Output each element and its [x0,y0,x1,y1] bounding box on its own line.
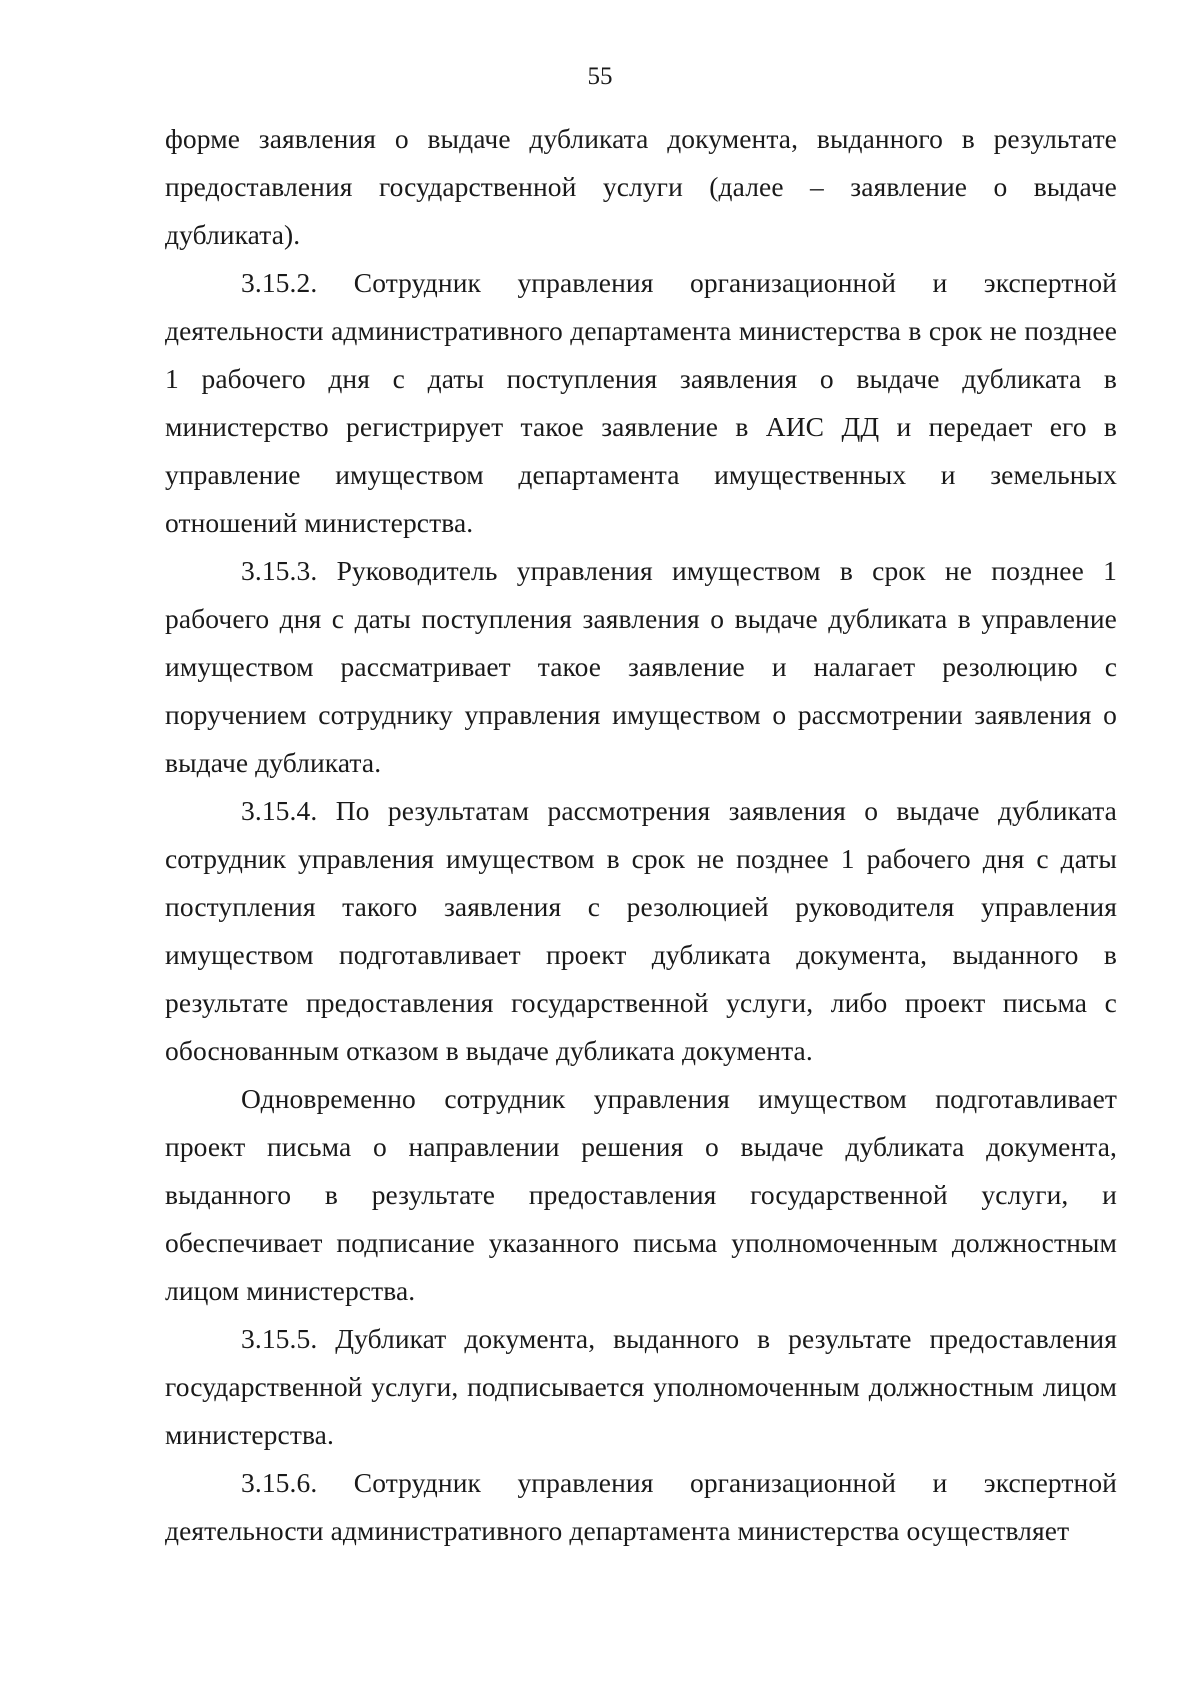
paragraph-3-15-3: 3.15.3. Руководитель управления имуществом в срок не позднее 1 рабочего дня с даты поступления заявления о выдаче дубликата в управление имуществом рассматривает такое заявление и налагает резолюцию с поручением сотруднику управления имуществом о рассмотрении заявления о выдаче дубликата. [165,555,1117,778]
paragraph-3-15-4: 3.15.4. По результатам рассмотрения заявления о выдаче дубликата сотрудник управления имуществом в срок не позднее 1 рабочего дня с даты поступления такого заявления с резолюцией руководителя управления имуществом подготавливает проект дубликата документа, выданного в результате предоставления государственной услуги, либо проект письма с обоснованным отказом в выдаче дубликата документа. [165,795,1117,1066]
paragraph-3-15-6: 3.15.6. Сотрудник управления организационной и экспертной деятельности административного департамента министерства осуществляет [165,1467,1117,1546]
paragraph-continuation: форме заявления о выдаче дубликата документа, выданного в результате предоставления государственной услуги (далее – заявление о выдаче дубликата). [165,123,1117,250]
document-body [165,115,1117,1555]
paragraph-simultaneously: Одновременно сотрудник управления имуществом подготавливает проект письма о направлении решения о выдаче дубликата документа, выданного в результате предоставления государственной услуги, и обеспечивает подписание указанного письма уполномоченным должностным лицом министерства. [165,1083,1117,1306]
paragraph-3-15-2: 3.15.2. Сотрудник управления организационной и экспертной деятельности административного департамента министерства в срок не позднее 1 рабочего дня с даты поступления заявления о выдаче дубликата в министерство регистрирует такое заявление в АИС ДД и передает его в управление имуществом департамента имущественных и земельных отношений министерства. [165,267,1117,538]
page-number: 55 [587,63,613,90]
paragraph-3-15-5: 3.15.5. Дубликат документа, выданного в результате предоставления государственной услуги, подписывается уполномоченным должностным лицом министерства. [165,1323,1117,1450]
